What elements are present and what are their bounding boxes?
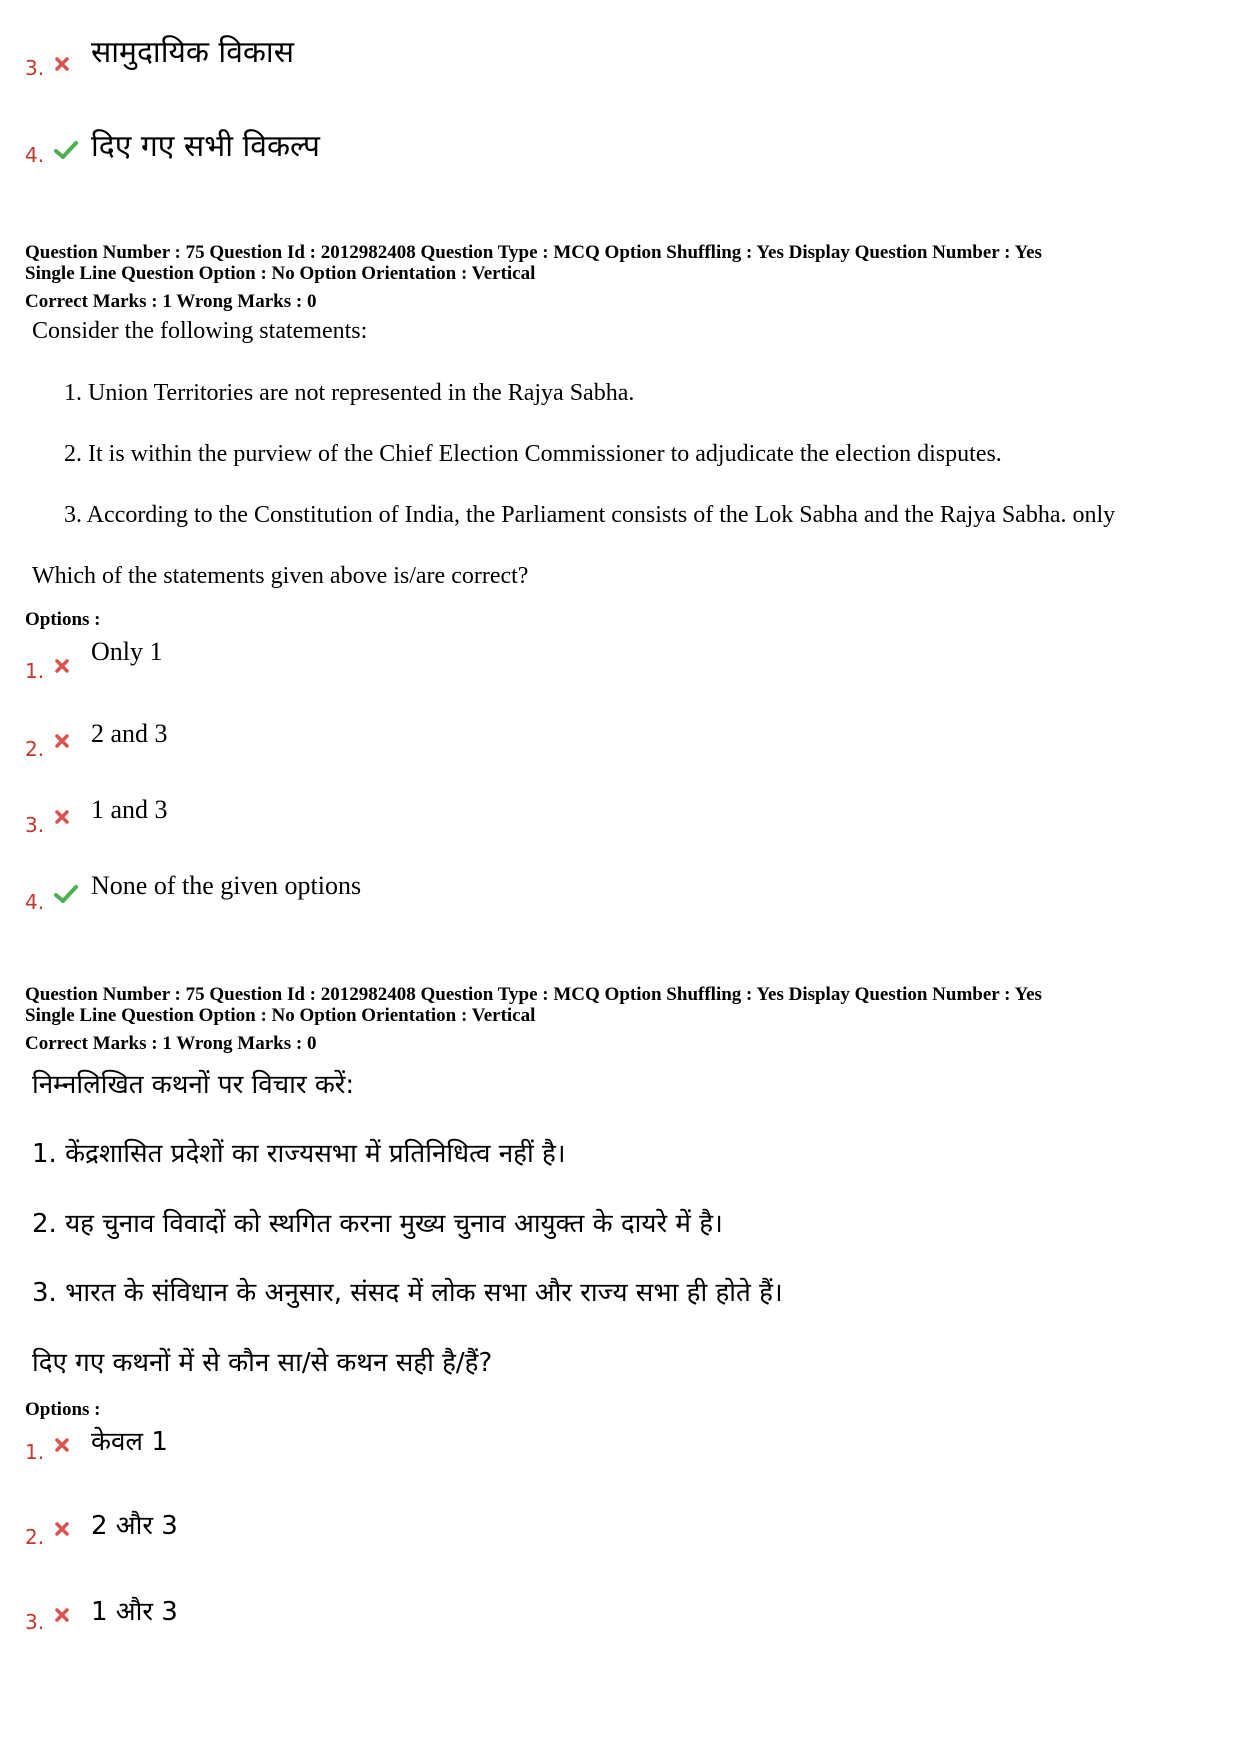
question-marks: Correct Marks : 1 Wrong Marks : 0 xyxy=(25,1033,317,1054)
option-text: Only 1 xyxy=(91,637,163,666)
checkmark-icon xyxy=(54,884,78,904)
option-text: 1 और 3 xyxy=(91,1597,178,1627)
question-meta-line-1: Question Number : 75 Question Id : 2012982408 Question Type : MCQ Option Shuffling : Yes Display Question Number : Yes xyxy=(25,984,1042,1005)
statement-item: 2. यह चुनाव विवादों को स्थगित करना मुख्य चुनाव आयुक्त के दायरे में है। xyxy=(32,1209,723,1239)
cross-icon xyxy=(54,1521,70,1537)
cross-icon xyxy=(54,56,70,72)
statement-item: 1. Union Territories are not represented in the Rajya Sabha. xyxy=(64,380,635,406)
option-number: 2. xyxy=(25,737,45,761)
option-number: 3. xyxy=(25,813,45,837)
cross-icon xyxy=(54,733,70,749)
cross-icon xyxy=(54,658,70,674)
option-text: सामुदायिक विकास xyxy=(91,35,294,70)
question-text: दिए गए कथनों में से कौन सा/से कथन सही है/हैं? xyxy=(32,1348,493,1378)
question-marks: Correct Marks : 1 Wrong Marks : 0 xyxy=(25,291,317,312)
statement-item: 3. भारत के संविधान के अनुसार, संसद में लोक सभा और राज्य सभा ही होते हैं। xyxy=(32,1278,783,1308)
option-text: दिए गए सभी विकल्प xyxy=(91,129,320,164)
question-meta-line-2: Single Line Question Option : No Option Orientation : Vertical xyxy=(25,263,536,284)
option-number: 2. xyxy=(25,1525,45,1549)
options-label: Options : xyxy=(25,609,101,630)
cross-icon xyxy=(54,1607,70,1623)
option-number: 4. xyxy=(25,890,45,914)
cross-icon xyxy=(54,1437,70,1453)
option-text: केवल 1 xyxy=(91,1427,168,1457)
option-number: 4. xyxy=(25,143,45,167)
option-number: 3. xyxy=(25,56,45,80)
option-number: 1. xyxy=(25,659,45,683)
option-text: None of the given options xyxy=(91,871,362,900)
checkmark-icon xyxy=(54,140,78,160)
question-intro: Consider the following statements: xyxy=(32,318,368,344)
statement-item: 1. केंद्रशासित प्रदेशों का राज्यसभा में प्रतिनिधित्व नहीं है। xyxy=(32,1139,566,1169)
statement-item: 3. According to the Constitution of India, the Parliament consists of the Lok Sabha and the Rajya Sabha. only xyxy=(64,502,1116,528)
question-meta-line-2: Single Line Question Option : No Option Orientation : Vertical xyxy=(25,1005,536,1026)
option-number: 3. xyxy=(25,1610,45,1634)
option-text: 2 and 3 xyxy=(91,719,168,748)
cross-icon xyxy=(54,809,70,825)
option-text: 1 and 3 xyxy=(91,795,168,824)
statement-item: 2. It is within the purview of the Chief Election Commissioner to adjudicate the election disputes. xyxy=(64,441,1002,467)
option-text: 2 और 3 xyxy=(91,1511,178,1541)
question-meta-line-1: Question Number : 75 Question Id : 2012982408 Question Type : MCQ Option Shuffling : Yes Display Question Number : Yes xyxy=(25,242,1042,263)
question-intro: निम्नलिखित कथनों पर विचार करें: xyxy=(32,1070,355,1100)
option-number: 1. xyxy=(25,1440,45,1464)
question-text: Which of the statements given above is/are correct? xyxy=(32,563,529,589)
options-label: Options : xyxy=(25,1399,101,1420)
